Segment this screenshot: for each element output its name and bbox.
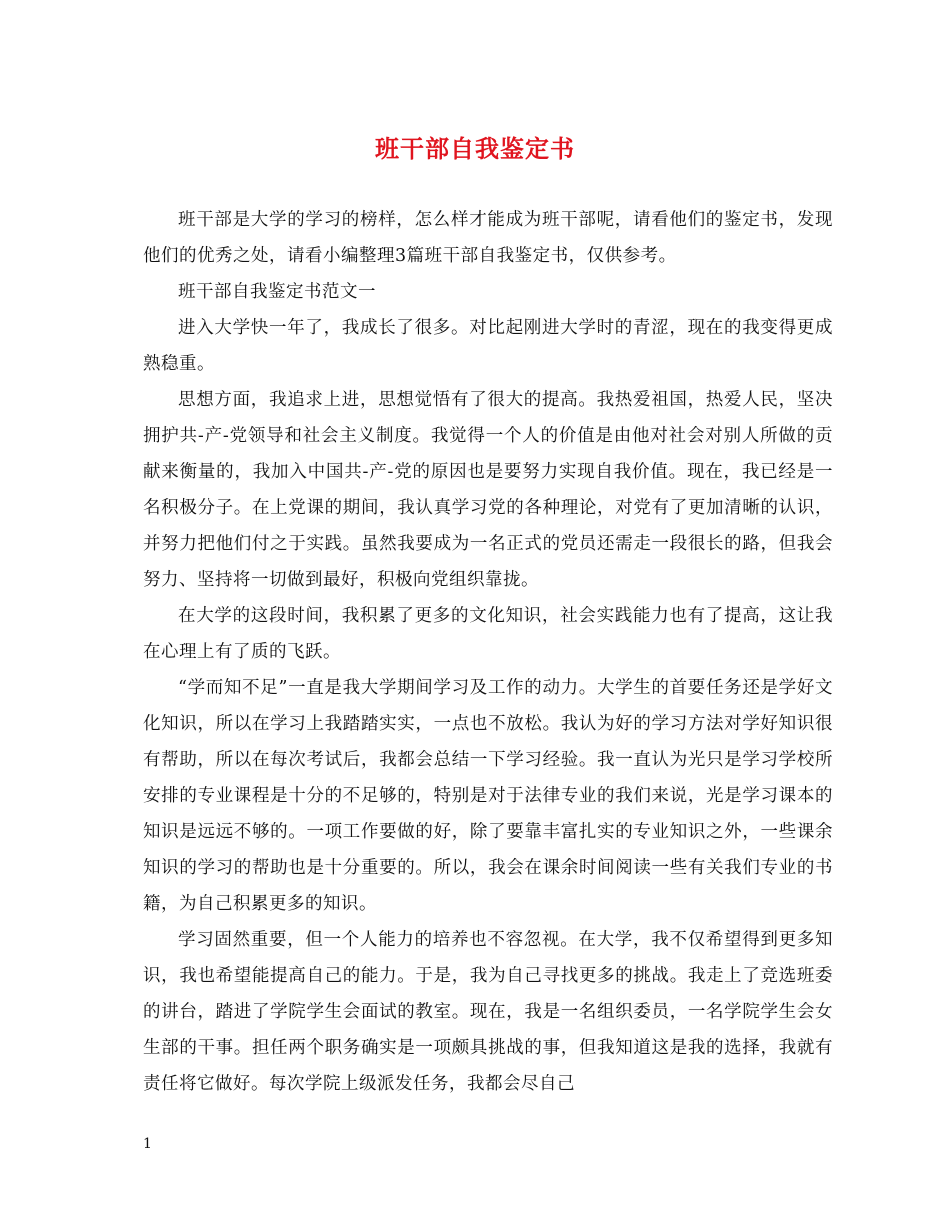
page-number: 1 xyxy=(143,1136,152,1152)
paragraph: 进入大学快一年了，我成长了很多。对比起刚进大学时的青涩，现在的我变得更成熟稳重。 xyxy=(143,318,833,374)
paragraph: “学而知不足”一直是我大学期间学习及工作的动力。大学生的首要任务还是学好文化知识，所以在学习上我踏踏实实，一点也不放松。我认为好的学习方法对学好知识很有帮助，所以在每次考试后，我都会总结一下学习经验。我一直认为光只是学习学校所安排的专业课程是十分的不足够的，特别是对于法律专业的我们来说，光是学习课本的知识是远远不够的。一项工作要做的好，除了要靠丰富扎实的专业知识之外，一些课余知识的学习的帮助也是十分重要的。所以，我会在课余时间阅读一些有关我们专业的书籍，为自己积累更多的知识。 xyxy=(143,678,833,914)
paragraph: 思想方面，我追求上进，思想觉悟有了很大的提高。我热爱祖国，热爱人民，坚决拥护共-产-党领导和社会主义制度。我觉得一个人的价值是由他对社会对别人所做的贡献来衡量的，我加入中国共-产-党的原因也是要努力实现自我价值。现在，我已经是一名积极分子。在上党课的期间，我认真学习党的各种理论，对党有了更加清晰的认识，并努力把他们付之于实践。虽然我要成为一名正式的党员还需走一段很长的路，但我会努力、坚持将一切做到最好，积极向党组织靠拢。 xyxy=(143,390,833,590)
paragraph: 学习固然重要，但一个人能力的培养也不容忽视。在大学，我不仅希望得到更多知识，我也希望能提高自己的能力。于是，我为自己寻找更多的挑战。我走上了竞选班委的讲台，踏进了学院学生会面试的教室。现在，我是一名组织委员，一名学院学生会女生部的干事。担任两个职务确实是一项颇具挑战的事，但我知道这是我的选择，我就有责任将它做好。每次学院上级派发任务，我都会尽自己 xyxy=(143,930,833,1094)
document-body xyxy=(143,202,833,1102)
paragraph: 在大学的这段时间，我积累了更多的文化知识，社会实践能力也有了提高，这让我在心理上有了质的飞跃。 xyxy=(143,606,833,662)
document-title: 班干部自我鉴定书 xyxy=(375,134,575,163)
paragraph-intro: 班干部是大学的学习的榜样，怎么样才能成为班干部呢，请看他们的鉴定书，发现他们的优秀之处，请看小编整理3篇班干部自我鉴定书，仅供参考。 xyxy=(143,210,833,266)
paragraph-section-heading: 班干部自我鉴定书范文一 xyxy=(178,282,376,302)
